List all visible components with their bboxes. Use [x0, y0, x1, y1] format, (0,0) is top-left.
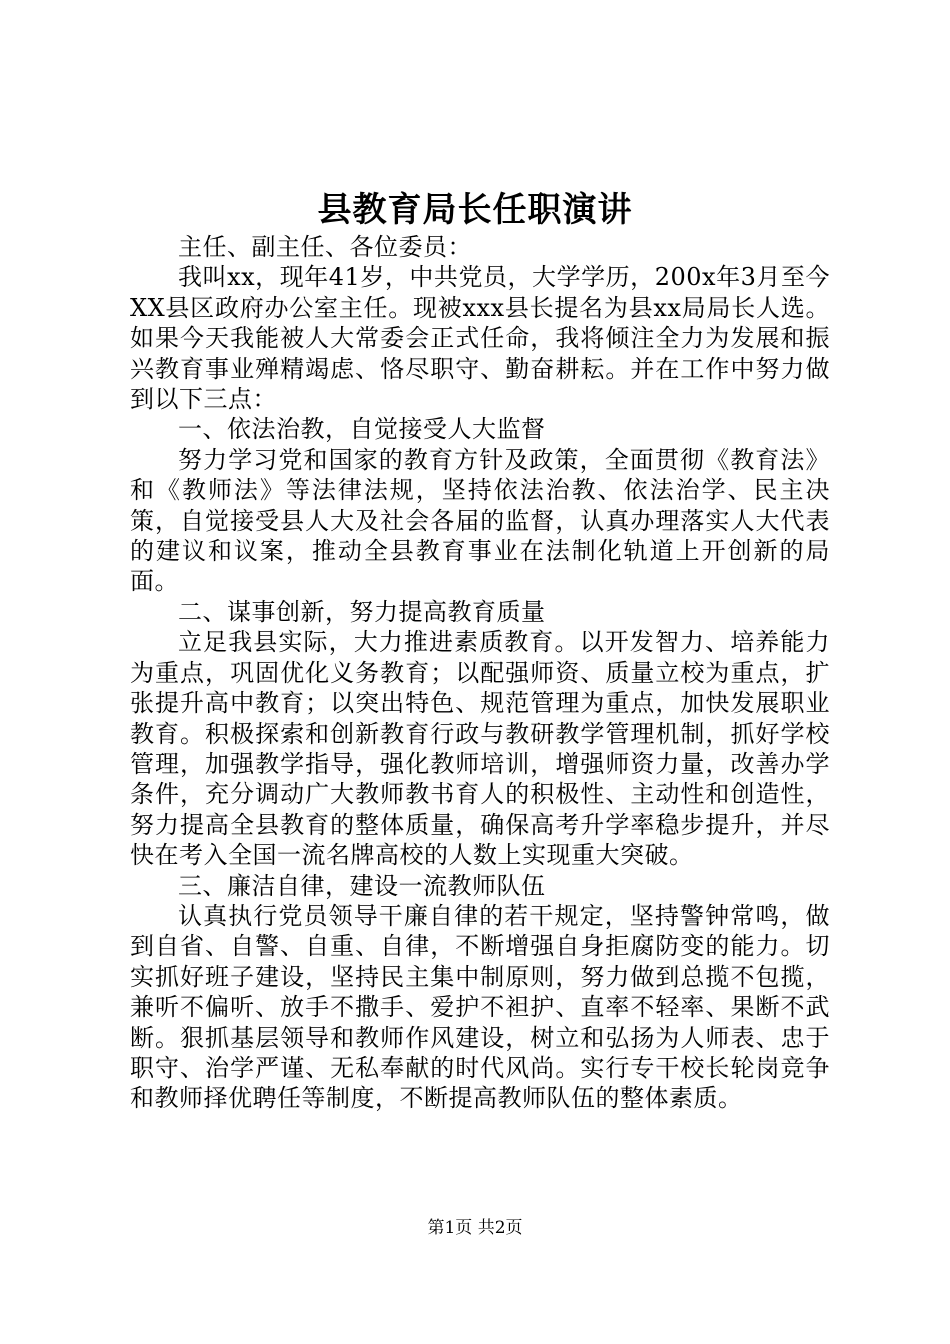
page-footer: 第1页 共2页 [427, 1218, 523, 1238]
intro-paragraph: 我叫xx，现年41岁，中共党员，大学学历，200x年3月至今XX县区政府办公室主任。现被xxx县长提名为县xx局局长人选。如果今天我能被人大常委会正式任命，我将倾注全力为发展和振兴教育事业殚精竭虑、恪尽职守、勤奋耕耘。并在工作中努力做到以下三点： [130, 263, 830, 414]
document-body [130, 232, 830, 1114]
section-heading-3: 三、廉洁自律，建设一流教师队伍 [178, 871, 546, 900]
section-paragraph-2: 立足我县实际，大力推进素质教育。以开发智力、培养能力为重点，巩固优化义务教育；以配强师资、质量立校为重点，扩张提升高中教育；以突出特色、规范管理为重点，加快发展职业教育。积极探索和创新教育行政与教研教学管理机制，抓好学校管理，加强教学指导，强化教师培训，增强师资力量，改善办学条件，充分调动广大教师教书育人的积极性、主动性和创造性，努力提高全县教育的整体质量，确保高考升学率稳步提升，并尽快在考入全国一流名牌高校的人数上实现重大突破。 [130, 628, 830, 870]
section-paragraph-1: 努力学习党和国家的教育方针及政策，全面贯彻《教育法》和《教师法》等法律法规，坚持依法治教、依法治学、民主决策，自觉接受县人大及社会各届的监督，认真办理落实人大代表的建议和议案，推动全县教育事业在法制化轨道上开创新的局面。 [130, 445, 830, 596]
document-title: 县教育局长任职演讲 [317, 190, 633, 230]
section-paragraph-3: 认真执行党员领导干廉自律的若干规定，坚持警钟常鸣，做到自省、自警、自重、自律，不断增强自身拒腐防变的能力。切实抓好班子建设，坚持民主集中制原则，努力做到总揽不包揽，兼听不偏听、放手不撒手、爱护不袒护、直率不轻率、果断不武断。狠抓基层领导和教师作风建设，树立和弘扬为人师表、忠于职守、治学严谨、无私奉献的时代风尚。实行专干校长轮岗竞争和教师择优聘任等制度，不断提高教师队伍的整体素质。 [130, 901, 830, 1113]
salutation: 主任、副主任、各位委员： [178, 233, 472, 261]
section-heading-1: 一、依法治教，自觉接受人大监督 [178, 415, 546, 444]
section-heading-2: 二、谋事创新，努力提高教育质量 [178, 597, 546, 626]
